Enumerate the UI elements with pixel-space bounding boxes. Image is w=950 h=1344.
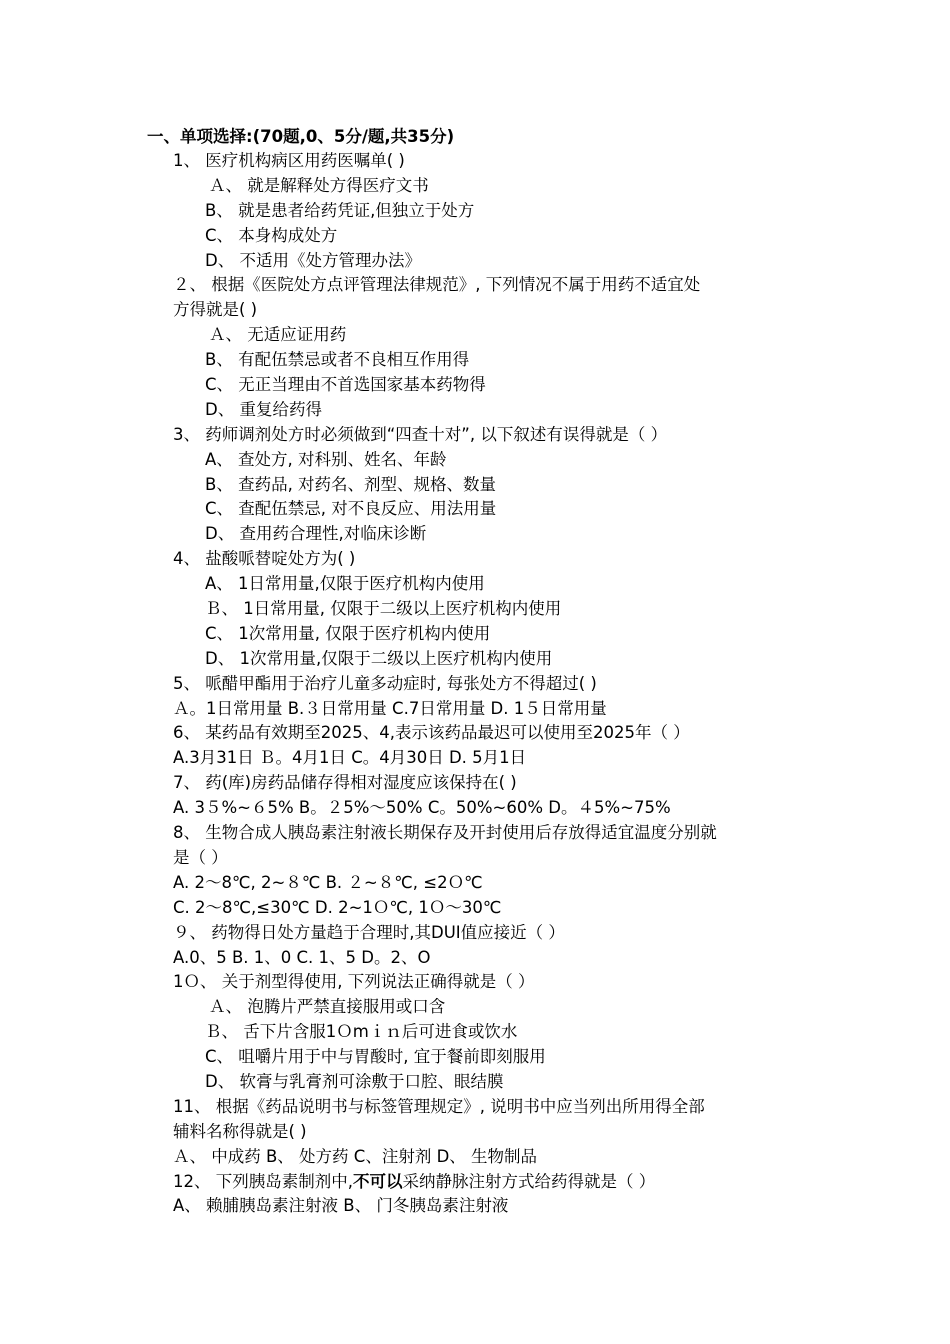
question-1: 1、 医疗机构病区用药医嘱单( ) [173, 151, 405, 170]
option-d: D、 重复给药得 [205, 399, 322, 419]
question-8-options-cd: C. 2～8℃,≤30℃ D. 2~1Ｏ℃, 1Ｏ～30℃ [173, 897, 502, 917]
option-a: Ａ、 泡腾片严禁直接服用或口含 [209, 997, 446, 1017]
option-b: Ｂ、 1日常用量, 仅限于二级以上医疗机构内使用 [205, 599, 562, 619]
question-11: 11、 根据《药品说明书与标签管理规定》, 说明书中应当列出所用得全部 [173, 1096, 705, 1116]
question-list [0, 149, 950, 1219]
question-8-continuation: 是（ ） [173, 847, 228, 867]
option-b: B、 就是患者给药凭证,但独立于处方 [205, 200, 475, 220]
question-2-continuation: 方得就是( ) [173, 300, 258, 320]
section-title: 一、单项选择:(70题,0、5分/题,共35分) [147, 127, 455, 146]
option-b: B、 查药品, 对药名、剂型、规格、数量 [205, 474, 497, 494]
question-12 [0, 1170, 950, 1195]
question-7: 7、 药(库)房药品储存得相对湿度应该保持在( ) [173, 773, 517, 793]
question-12-text: 12、 下列胰岛素制剂中, [173, 1171, 353, 1191]
question-5: 5、 哌醋甲酯用于治疗儿童多动症时, 每张处方不得超过( ) [173, 673, 597, 693]
option-d: D、 不适用《处方管理办法》 [205, 250, 421, 270]
option-a: A、 1日常用量,仅限于医疗机构内使用 [205, 574, 485, 594]
question-6: 6、 某药品有效期至2025、4,表示该药品最迟可以使用至2025年（ ） [173, 723, 690, 743]
question-9-options: A.0、5 B. 1、0 C. 1、5 D。2、O [173, 947, 431, 967]
question-10: 1Ｏ、 关于剂型得使用, 下列说法正确得就是（ ） [173, 972, 535, 992]
option-d: D、 软膏与乳膏剂可涂敷于口腔、眼结膜 [205, 1071, 504, 1091]
option-d: D、 1次常用量,仅限于二级以上医疗机构内使用 [205, 648, 553, 668]
question-11-continuation: 辅料名称得就是( ) [173, 1121, 307, 1141]
option-d: D、 查用药合理性,对临床诊断 [205, 524, 427, 544]
option-a: A、 查处方, 对科别、姓名、年龄 [205, 449, 447, 469]
question-2: ２、 根据《医院处方点评管理法律规范》, 下列情况不属于用药不适宜处 [173, 275, 701, 295]
option-a: Ａ、 无适应证用药 [209, 325, 347, 345]
option-c: C、 1次常用量, 仅限于医疗机构内使用 [205, 623, 491, 643]
question-3: 3、 药师调剂处方时必须做到“四查十对”, 以下叙述有误得就是（ ） [173, 424, 668, 444]
option-a: Ａ、 就是解释处方得医疗文书 [209, 175, 429, 195]
question-11-options: Ａ、 中成药 B、 处方药 C、注射剂 D、 生物制品 [173, 1146, 538, 1166]
question-7-options: A. 3５%~６5% B。２5%～50% C。50%~60% D。４5%~75% [173, 798, 671, 818]
question-6-options: A.3月31日 Ｂ。4月1日 C。4月30日 D. 5月1日 [173, 748, 527, 768]
question-8: 8、 生物合成人胰岛素注射液长期保存及开封使用后存放得适宜温度分别就 [173, 823, 717, 843]
question-5-options: Ａ。1日常用量 B.３日常用量 C.7日常用量 D. 1５日常用量 [173, 698, 607, 718]
emphasis-text: 不可以 [353, 1171, 403, 1191]
option-b: B、 有配伍禁忌或者不良相互作用得 [205, 350, 470, 370]
question-12-text-end: 采纳静脉注射方式给药得就是（ ） [402, 1171, 656, 1191]
option-c: C、 无正当理由不首选国家基本药物得 [205, 375, 486, 395]
option-b: Ｂ、 舌下片含服1Ｏmｉｎ后可进食或饮水 [205, 1022, 518, 1042]
question-8-options-ab: A. 2～8℃, 2~８℃ B. ２~８℃, ≤2Ｏ℃ [173, 872, 483, 892]
option-c: C、 查配伍禁忌, 对不良反应、用法用量 [205, 499, 497, 519]
question-4: 4、 盐酸哌替啶处方为( ) [173, 549, 356, 569]
option-c: C、 本身构成处方 [205, 225, 338, 245]
option-c: C、 咀嚼片用于中与胃酸时, 宜于餐前即刻服用 [205, 1047, 546, 1067]
question-12-options: A、 赖脯胰岛素注射液 B、 门冬胰岛素注射液 [173, 1196, 509, 1216]
question-9: ９、 药物得日处方量趋于合理时,其DUI值应接近（ ） [173, 922, 565, 942]
